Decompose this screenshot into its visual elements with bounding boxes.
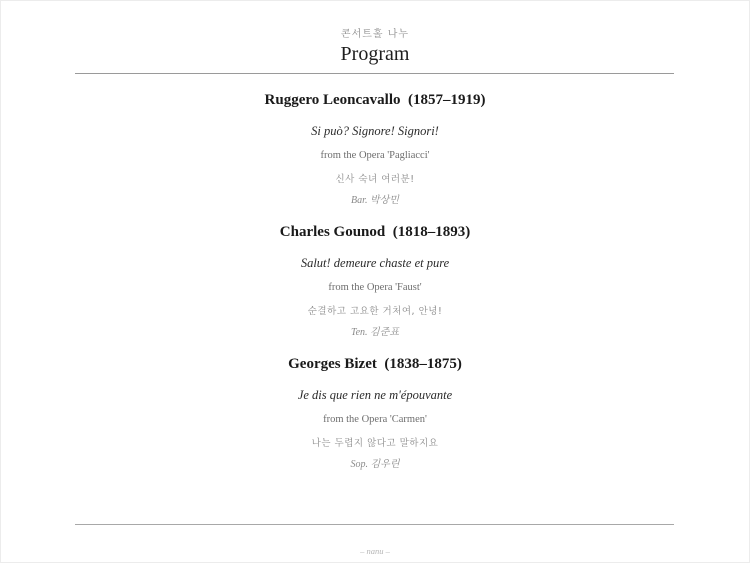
program-item bbox=[0, 224, 750, 356]
performer-name: 박상민 bbox=[369, 195, 399, 206]
page-title: Program bbox=[340, 43, 410, 65]
voice-type: Ten. bbox=[350, 327, 368, 338]
concert-hall-name: 콘서트홀 나누 bbox=[340, 29, 410, 40]
composer-name: Georges Bizet (1838–1875) bbox=[288, 356, 462, 372]
work-title: Si può? Signore! Signori! bbox=[311, 124, 439, 138]
program-item bbox=[0, 356, 750, 488]
composer-name: Charles Gounod (1818–1893) bbox=[279, 224, 471, 240]
program-item bbox=[0, 92, 750, 224]
korean-translation: 순결하고 고요한 거처여, 안녕! bbox=[307, 306, 443, 317]
korean-translation: 신사 숙녀 여러분! bbox=[335, 174, 415, 185]
composer-name: Ruggero Leoncavallo (1857–1919) bbox=[264, 92, 486, 108]
work-title: Salut! demeure chaste et pure bbox=[300, 256, 450, 270]
program-list bbox=[0, 92, 750, 488]
voice-type: Sop. bbox=[350, 459, 368, 470]
opera-source: from the Opera 'Carmen' bbox=[323, 414, 427, 425]
korean-translation: 나는 두렵지 않다고 말하지요 bbox=[311, 438, 439, 449]
top-divider bbox=[75, 73, 674, 74]
opera-source: from the Opera 'Faust' bbox=[328, 282, 422, 293]
footer-mark: – nanu – bbox=[360, 546, 390, 556]
performer-name: 김우린 bbox=[370, 459, 400, 470]
opera-source: from the Opera 'Pagliacci' bbox=[320, 150, 430, 161]
work-title: Je dis que rien ne m'épouvante bbox=[297, 388, 453, 402]
voice-type: Bar. bbox=[351, 195, 368, 206]
performer-line bbox=[0, 455, 750, 470]
performer-line bbox=[0, 191, 750, 206]
performer-name: 김준표 bbox=[370, 327, 400, 338]
performer-line bbox=[0, 323, 750, 338]
bottom-divider bbox=[75, 524, 674, 525]
